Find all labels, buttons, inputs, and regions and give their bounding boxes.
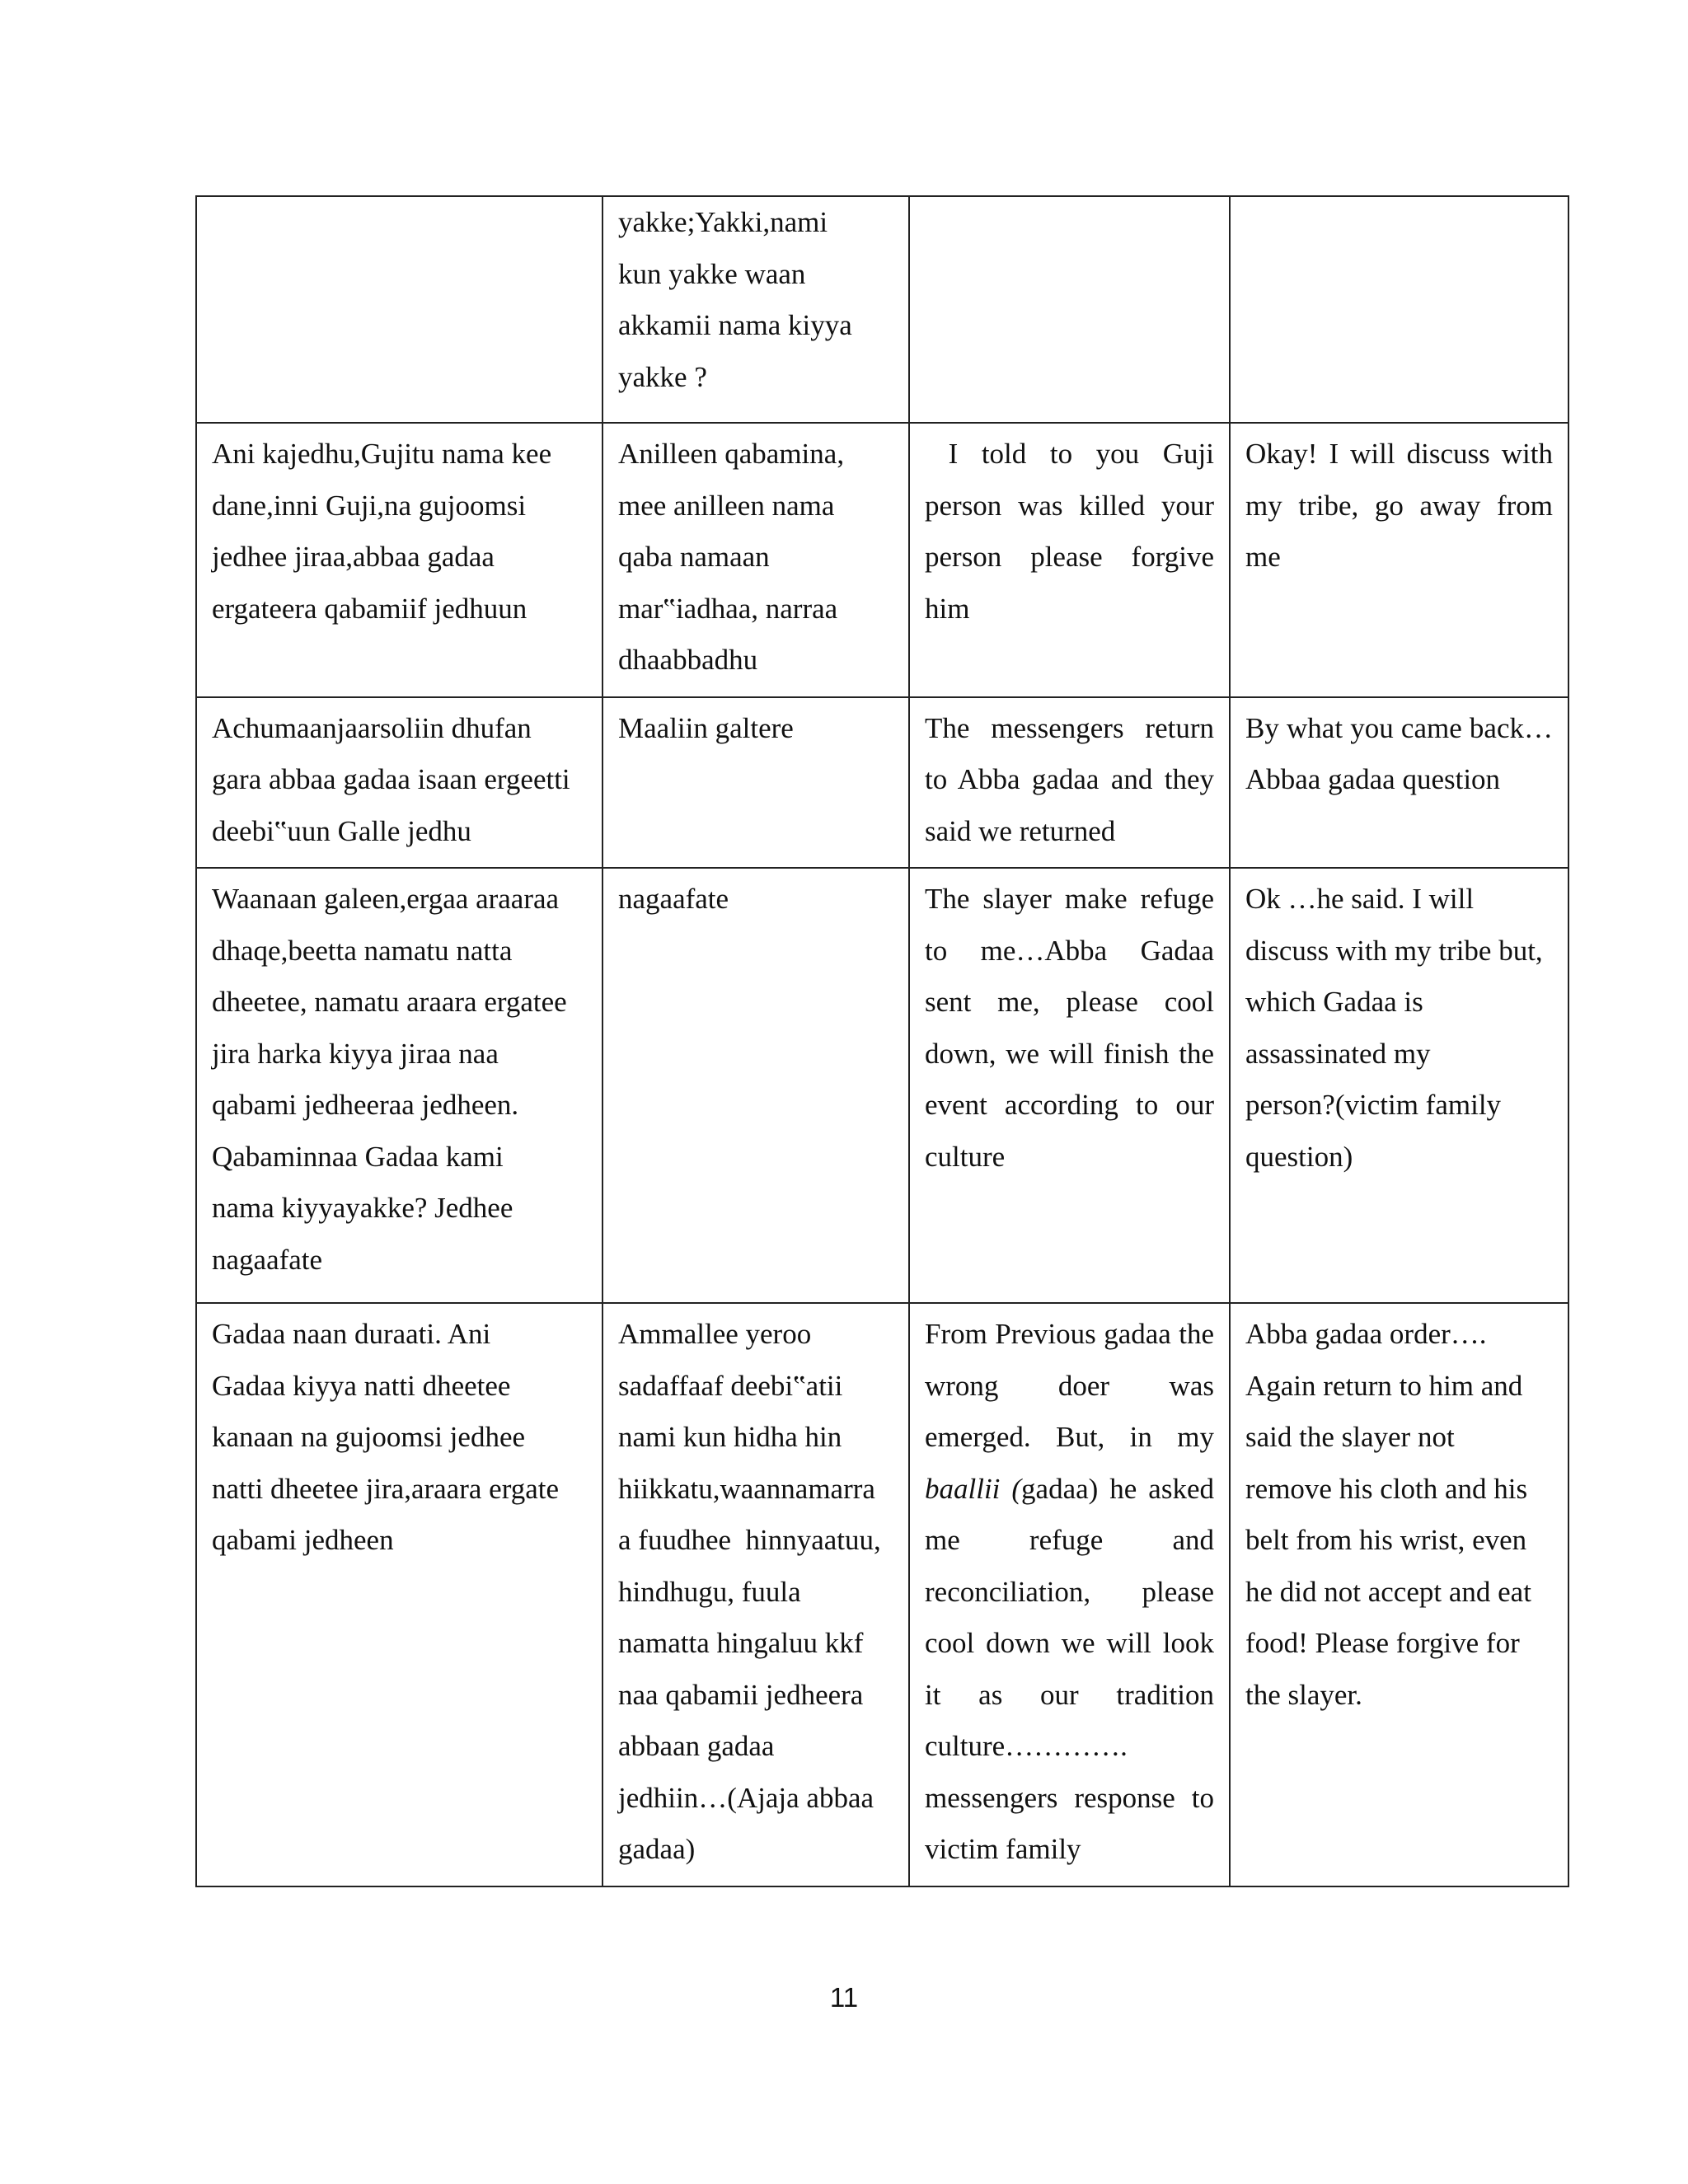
cell-line: nama kiyyayakke? Jedhee (212, 1192, 513, 1224)
cell-line: natti dheetee jira,araara ergate (212, 1472, 560, 1505)
cell-line: hindhugu, fuula (618, 1575, 801, 1608)
cell-line: remove his cloth and his (1245, 1472, 1528, 1505)
cell-line: nagaafate (618, 883, 729, 915)
cell-line: ergateera qabamiif jedhuun (212, 592, 528, 625)
table-cell (603, 697, 909, 869)
cell-paragraph: By what you came back…Abbaa gadaa question (1245, 711, 1553, 795)
cell-line: Again return to him and (1245, 1369, 1523, 1402)
cell-line: Abba gadaa order…. (1245, 1318, 1487, 1350)
cell-line: gara abbaa gadaa isaan ergeetti (212, 763, 570, 795)
table-cell (603, 868, 909, 1303)
cell-line: jedhee jiraa,abbaa gadaa (212, 541, 495, 573)
cell-line: Gadaa kiyya natti dheetee (212, 1369, 511, 1402)
cell-line: dane,inni Guji,na gujoomsi (212, 489, 527, 522)
cell-italic-text: baallii ( (925, 1472, 1022, 1505)
cell-line: qaba namaan (618, 541, 770, 573)
table-cell (909, 1303, 1230, 1886)
document-table (195, 195, 1569, 1887)
table-cell (196, 868, 603, 1303)
cell-text: From Previous gadaa the wrong doer was emerged. But, in my (925, 1318, 1214, 1453)
cell-line: dheetee, namatu araara ergatee (212, 986, 567, 1018)
cell-line: namatta hingaluu kkf (618, 1627, 864, 1659)
table-cell (196, 423, 603, 697)
cell-line: dhaqe,beetta namatu natta (212, 934, 513, 967)
table-row (196, 423, 1568, 697)
cell-line: Achumaanjaarsoliin dhufan (212, 711, 532, 744)
table-cell (603, 196, 909, 423)
cell-line: abbaan gadaa (618, 1730, 775, 1762)
cell-line: a fuudhee hinnyaatuu, (618, 1524, 881, 1556)
cell-paragraph: I told to you Guji person was killed your person please forgive him (925, 438, 1221, 625)
table-cell (1230, 423, 1568, 697)
cell-line: mar‟iadhaa, narraa (618, 592, 838, 625)
cell-paragraph (925, 1309, 1214, 1876)
cell-line: dhaabbadhu (618, 644, 758, 676)
cell-line: Qabaminnaa Gadaa kami (212, 1140, 504, 1173)
cell-line: gadaa) (618, 1833, 696, 1865)
table-cell (196, 697, 603, 869)
cell-line: he did not accept and eat (1245, 1575, 1531, 1608)
cell-line: Ani kajedhu,Gujitu nama kee (212, 438, 552, 470)
cell-line: Ok …he said. I will (1245, 883, 1475, 915)
table-row (196, 1303, 1568, 1886)
cell-line: nagaafate (212, 1243, 323, 1276)
cell-line: jira harka kiyya jiraa naa (212, 1037, 499, 1070)
cell-line: mee anilleen nama (618, 489, 835, 522)
cell-line: jedhiin…(Ajaja abbaa (618, 1781, 874, 1814)
cell-line: naa qabamii jedheera (618, 1678, 864, 1711)
cell-line: yakke ? (618, 360, 707, 393)
table-row (196, 196, 1568, 423)
table-row (196, 697, 1568, 869)
cell-line: kun yakke waan (618, 257, 806, 290)
cell-line: Anilleen qabamina, (618, 438, 845, 470)
table-cell (1230, 196, 1568, 423)
cell-line: food! Please forgive for (1245, 1627, 1520, 1659)
table-cell (1230, 868, 1568, 1303)
table-cell (909, 697, 1230, 869)
table-cell (603, 423, 909, 697)
cell-line: Maaliin galtere (618, 711, 794, 744)
cell-line: discuss with my tribe but, (1245, 934, 1543, 967)
cell-line: said the slayer not (1245, 1421, 1455, 1453)
cell-line: qabami jedheen (212, 1524, 394, 1556)
table-cell (909, 196, 1230, 423)
cell-line: Waanaan galeen,ergaa araaraa (212, 883, 560, 915)
table-cell (196, 196, 603, 423)
table-cell (603, 1303, 909, 1886)
cell-line: assassinated my (1245, 1037, 1431, 1070)
table-cell (909, 423, 1230, 697)
cell-line: the slayer. (1245, 1678, 1362, 1711)
table-cell (1230, 1303, 1568, 1886)
cell-line: Gadaa naan duraati. Ani (212, 1318, 491, 1350)
table-cell (1230, 697, 1568, 869)
table-row (196, 868, 1568, 1303)
cell-line: kanaan na gujoomsi jedhee (212, 1421, 526, 1453)
table-cell (196, 1303, 603, 1886)
page-number: 11 (829, 1982, 859, 2013)
cell-line: akkamii nama kiyya (618, 309, 852, 341)
table-cell (909, 868, 1230, 1303)
cell-text: gadaa) he asked me refuge and reconciliation, please cool down we will look it as our tradition culture…………. messengers response to victim family (925, 1472, 1214, 1865)
cell-line: person?(victim family (1245, 1089, 1502, 1121)
cell-line: nami kun hidha hin (618, 1421, 842, 1453)
cell-line: yakke;Yakki,nami (618, 206, 828, 238)
cell-line: question) (1245, 1140, 1353, 1173)
cell-paragraph: The slayer make refuge to me…Abba Gadaa sent me, please cool down, we will finish the event according to our culture (925, 883, 1214, 1173)
cell-paragraph: Okay! I will discuss with my tribe, go away from me (1245, 438, 1553, 573)
cell-line: belt from his wrist, even (1245, 1524, 1527, 1556)
cell-line: hiikkatu,waannamarra (618, 1472, 875, 1505)
cell-line: which Gadaa is (1245, 986, 1423, 1018)
cell-line: qabami jedheeraa jedheen. (212, 1089, 519, 1121)
cell-line: deebi‟uun Galle jedhu (212, 814, 471, 847)
cell-line: Ammallee yeroo (618, 1318, 812, 1350)
cell-line: sadaffaaf deebi‟atii (618, 1369, 843, 1402)
cell-paragraph: The messengers return to Abba gadaa and they said we returned (925, 711, 1214, 847)
